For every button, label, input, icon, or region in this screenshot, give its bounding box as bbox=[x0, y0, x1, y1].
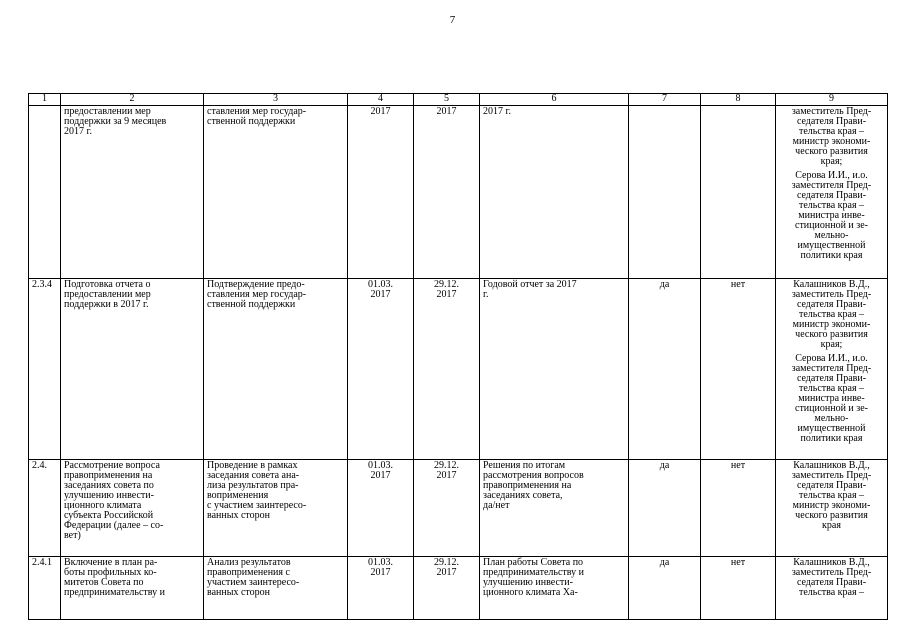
column-number-row bbox=[29, 94, 888, 106]
column-header: 7 bbox=[629, 94, 701, 106]
indicator-cell: 2017 г. bbox=[480, 106, 629, 279]
result-cell: Проведение в рамках заседания совета ана- лиза результатов пра- воприменения с участием заинтересо- ванных сторон bbox=[204, 460, 348, 557]
item-number bbox=[29, 106, 61, 279]
col8-cell: нет bbox=[701, 279, 776, 460]
plan-table bbox=[28, 93, 888, 620]
column-header: 4 bbox=[348, 94, 414, 106]
result-cell: ставления мер государ- ственной поддержки bbox=[204, 106, 348, 279]
event-cell: Включение в план ра- боты профильных ко- митетов Совета по предпринимательству и bbox=[61, 557, 204, 620]
column-header: 8 bbox=[701, 94, 776, 106]
page-number: 7 bbox=[449, 14, 456, 26]
responsible-cell bbox=[776, 279, 888, 460]
column-header: 5 bbox=[414, 94, 480, 106]
col7-cell: да bbox=[629, 460, 701, 557]
responsible-cell bbox=[776, 460, 888, 557]
responsible-cell bbox=[776, 557, 888, 620]
table-row bbox=[29, 460, 888, 557]
col7-cell: да bbox=[629, 557, 701, 620]
start-date-cell: 01.03. 2017 bbox=[348, 460, 414, 557]
result-cell: Анализ результатов правоприменения с участием заинтересо- ванных сторон bbox=[204, 557, 348, 620]
event-cell: Рассмотрение вопроса правоприменения на заседаниях совета по улучшению инвести- ционного климата субъекта Российской Федерации (далее – со- вет) bbox=[61, 460, 204, 557]
table-row bbox=[29, 106, 888, 279]
column-header: 2 bbox=[61, 94, 204, 106]
result-cell: Подтверждение предо- ставления мер государ- ственной поддержки bbox=[204, 279, 348, 460]
end-date-cell: 29.12. 2017 bbox=[414, 460, 480, 557]
end-date-cell: 2017 bbox=[414, 106, 480, 279]
start-date-cell: 01.03. 2017 bbox=[348, 557, 414, 620]
column-header: 6 bbox=[480, 94, 629, 106]
end-date-cell: 29.12. 2017 bbox=[414, 557, 480, 620]
column-header: 1 bbox=[29, 94, 61, 106]
col7-cell: да bbox=[629, 279, 701, 460]
indicator-cell: План работы Совета по предпринимательству и улучшению инвести- ционного климата Ха- bbox=[480, 557, 629, 620]
responsible-person: Калашников В.Д., заместитель Пред- седателя Прави- тельства края – министр экономи- ческого развития края; bbox=[791, 279, 872, 350]
col8-cell bbox=[701, 106, 776, 279]
responsible-person: Серова И.И., и.о. заместителя Пред- седателя Прави- тельства края – министра инве- стиционной и зе- мельно- имущественной политики края bbox=[791, 353, 872, 444]
indicator-cell: Годовой отчет за 2017 г. bbox=[480, 279, 629, 460]
start-date-cell: 01.03. 2017 bbox=[348, 279, 414, 460]
column-header: 9 bbox=[776, 94, 888, 106]
item-number: 2.4. bbox=[29, 460, 61, 557]
col7-cell bbox=[629, 106, 701, 279]
col8-cell: нет bbox=[701, 557, 776, 620]
responsible-person: Калашников В.Д., заместитель Пред- седателя Прави- тельства края – bbox=[791, 557, 872, 598]
item-number: 2.3.4 bbox=[29, 279, 61, 460]
event-cell: Подготовка отчета о предоставлении мер поддержки в 2017 г. bbox=[61, 279, 204, 460]
table-row bbox=[29, 279, 888, 460]
indicator-cell: Решения по итогам рассмотрения вопросов правоприменения на заседаниях совета, да/нет bbox=[480, 460, 629, 557]
item-number: 2.4.1 bbox=[29, 557, 61, 620]
start-date-cell: 2017 bbox=[348, 106, 414, 279]
responsible-person: Калашников В.Д., заместитель Пред- седателя Прави- тельства края – министр экономи- ческого развития края bbox=[791, 460, 872, 531]
table-row bbox=[29, 557, 888, 620]
responsible-person: заместитель Пред- седателя Прави- тельства края – министр экономи- ческого развития края; bbox=[791, 106, 872, 167]
end-date-cell: 29.12. 2017 bbox=[414, 279, 480, 460]
col8-cell: нет bbox=[701, 460, 776, 557]
column-header: 3 bbox=[204, 94, 348, 106]
responsible-cell bbox=[776, 106, 888, 279]
responsible-person: Серова И.И., и.о. заместителя Пред- седателя Прави- тельства края – министра инве- стиционной и зе- мельно- имущественной политики края bbox=[791, 170, 872, 261]
event-cell: предоставлении мер поддержки за 9 месяцев 2017 г. bbox=[61, 106, 204, 279]
